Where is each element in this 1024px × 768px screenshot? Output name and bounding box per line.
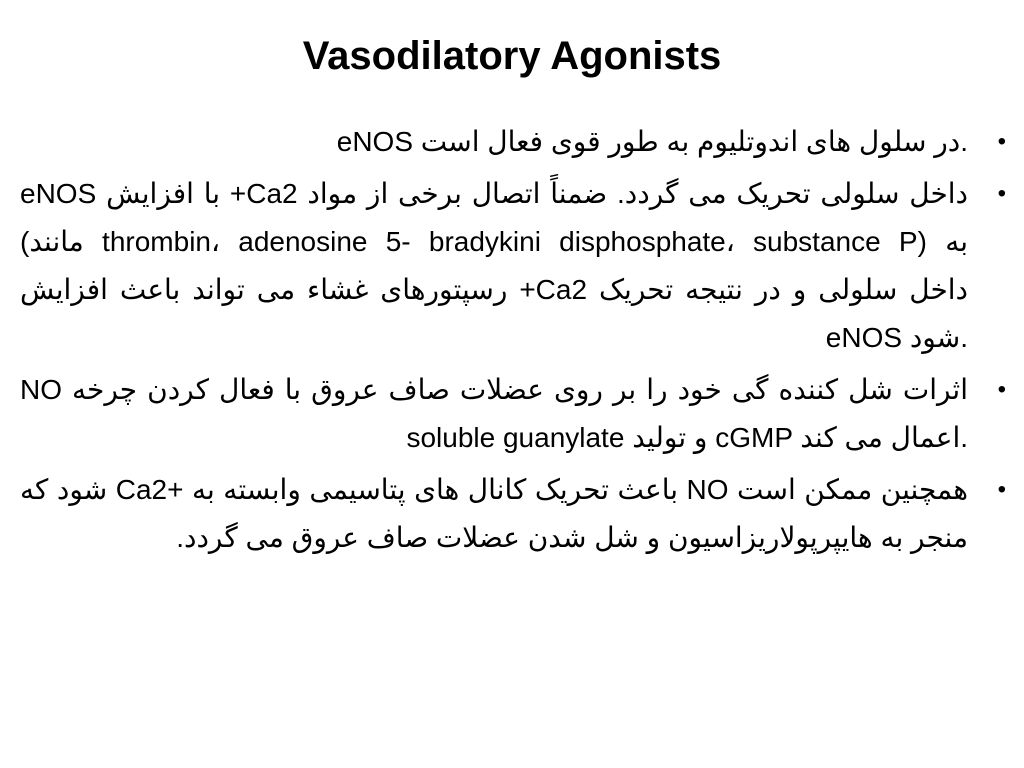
slide-title: Vasodilatory Agonists bbox=[302, 34, 722, 78]
bullet-text: eNOS در سلول های اندوتلیوم به طور قوی فعال است. bbox=[336, 126, 968, 157]
bullet-item-4 bbox=[20, 466, 1006, 562]
bullet-text: همچنین ممکن است NO باعث تحریک کانال های پتاسیمی وابسته به +Ca2 شود که منجر به هایپرپولاریزاسیون و شل شدن عضلات صاف عروق می گردد. bbox=[20, 474, 969, 553]
bullet-marker: • bbox=[997, 128, 1006, 155]
bullet-text: eNOS با افزایش +Ca2 داخل سلولی تحریک می گردد. ضمناً اتصال برخی از مواد (مانند thrombin، adenosine 5- bradykini disphosphate، substance P) به رسپتورهای غشاء می تواند باعث افزایش +Ca2 داخل سلولی و در نتیجه تحریک eNOS شود. bbox=[20, 178, 969, 353]
bullet-marker: • bbox=[997, 180, 1006, 207]
bullet-item-2 bbox=[20, 170, 1006, 362]
bullet-marker: • bbox=[997, 476, 1006, 503]
bullet-item-1 bbox=[20, 118, 1006, 166]
bullet-item-3 bbox=[20, 366, 1006, 462]
bullet-text: NO اثرات شل کننده گی خود را بر روی عضلات صاف عروق با فعال کردن چرخه soluble guanylate و تولید cGMP اعمال می کند. bbox=[20, 374, 969, 453]
bullet-marker: • bbox=[997, 376, 1006, 403]
bullet-list bbox=[20, 118, 1006, 566]
